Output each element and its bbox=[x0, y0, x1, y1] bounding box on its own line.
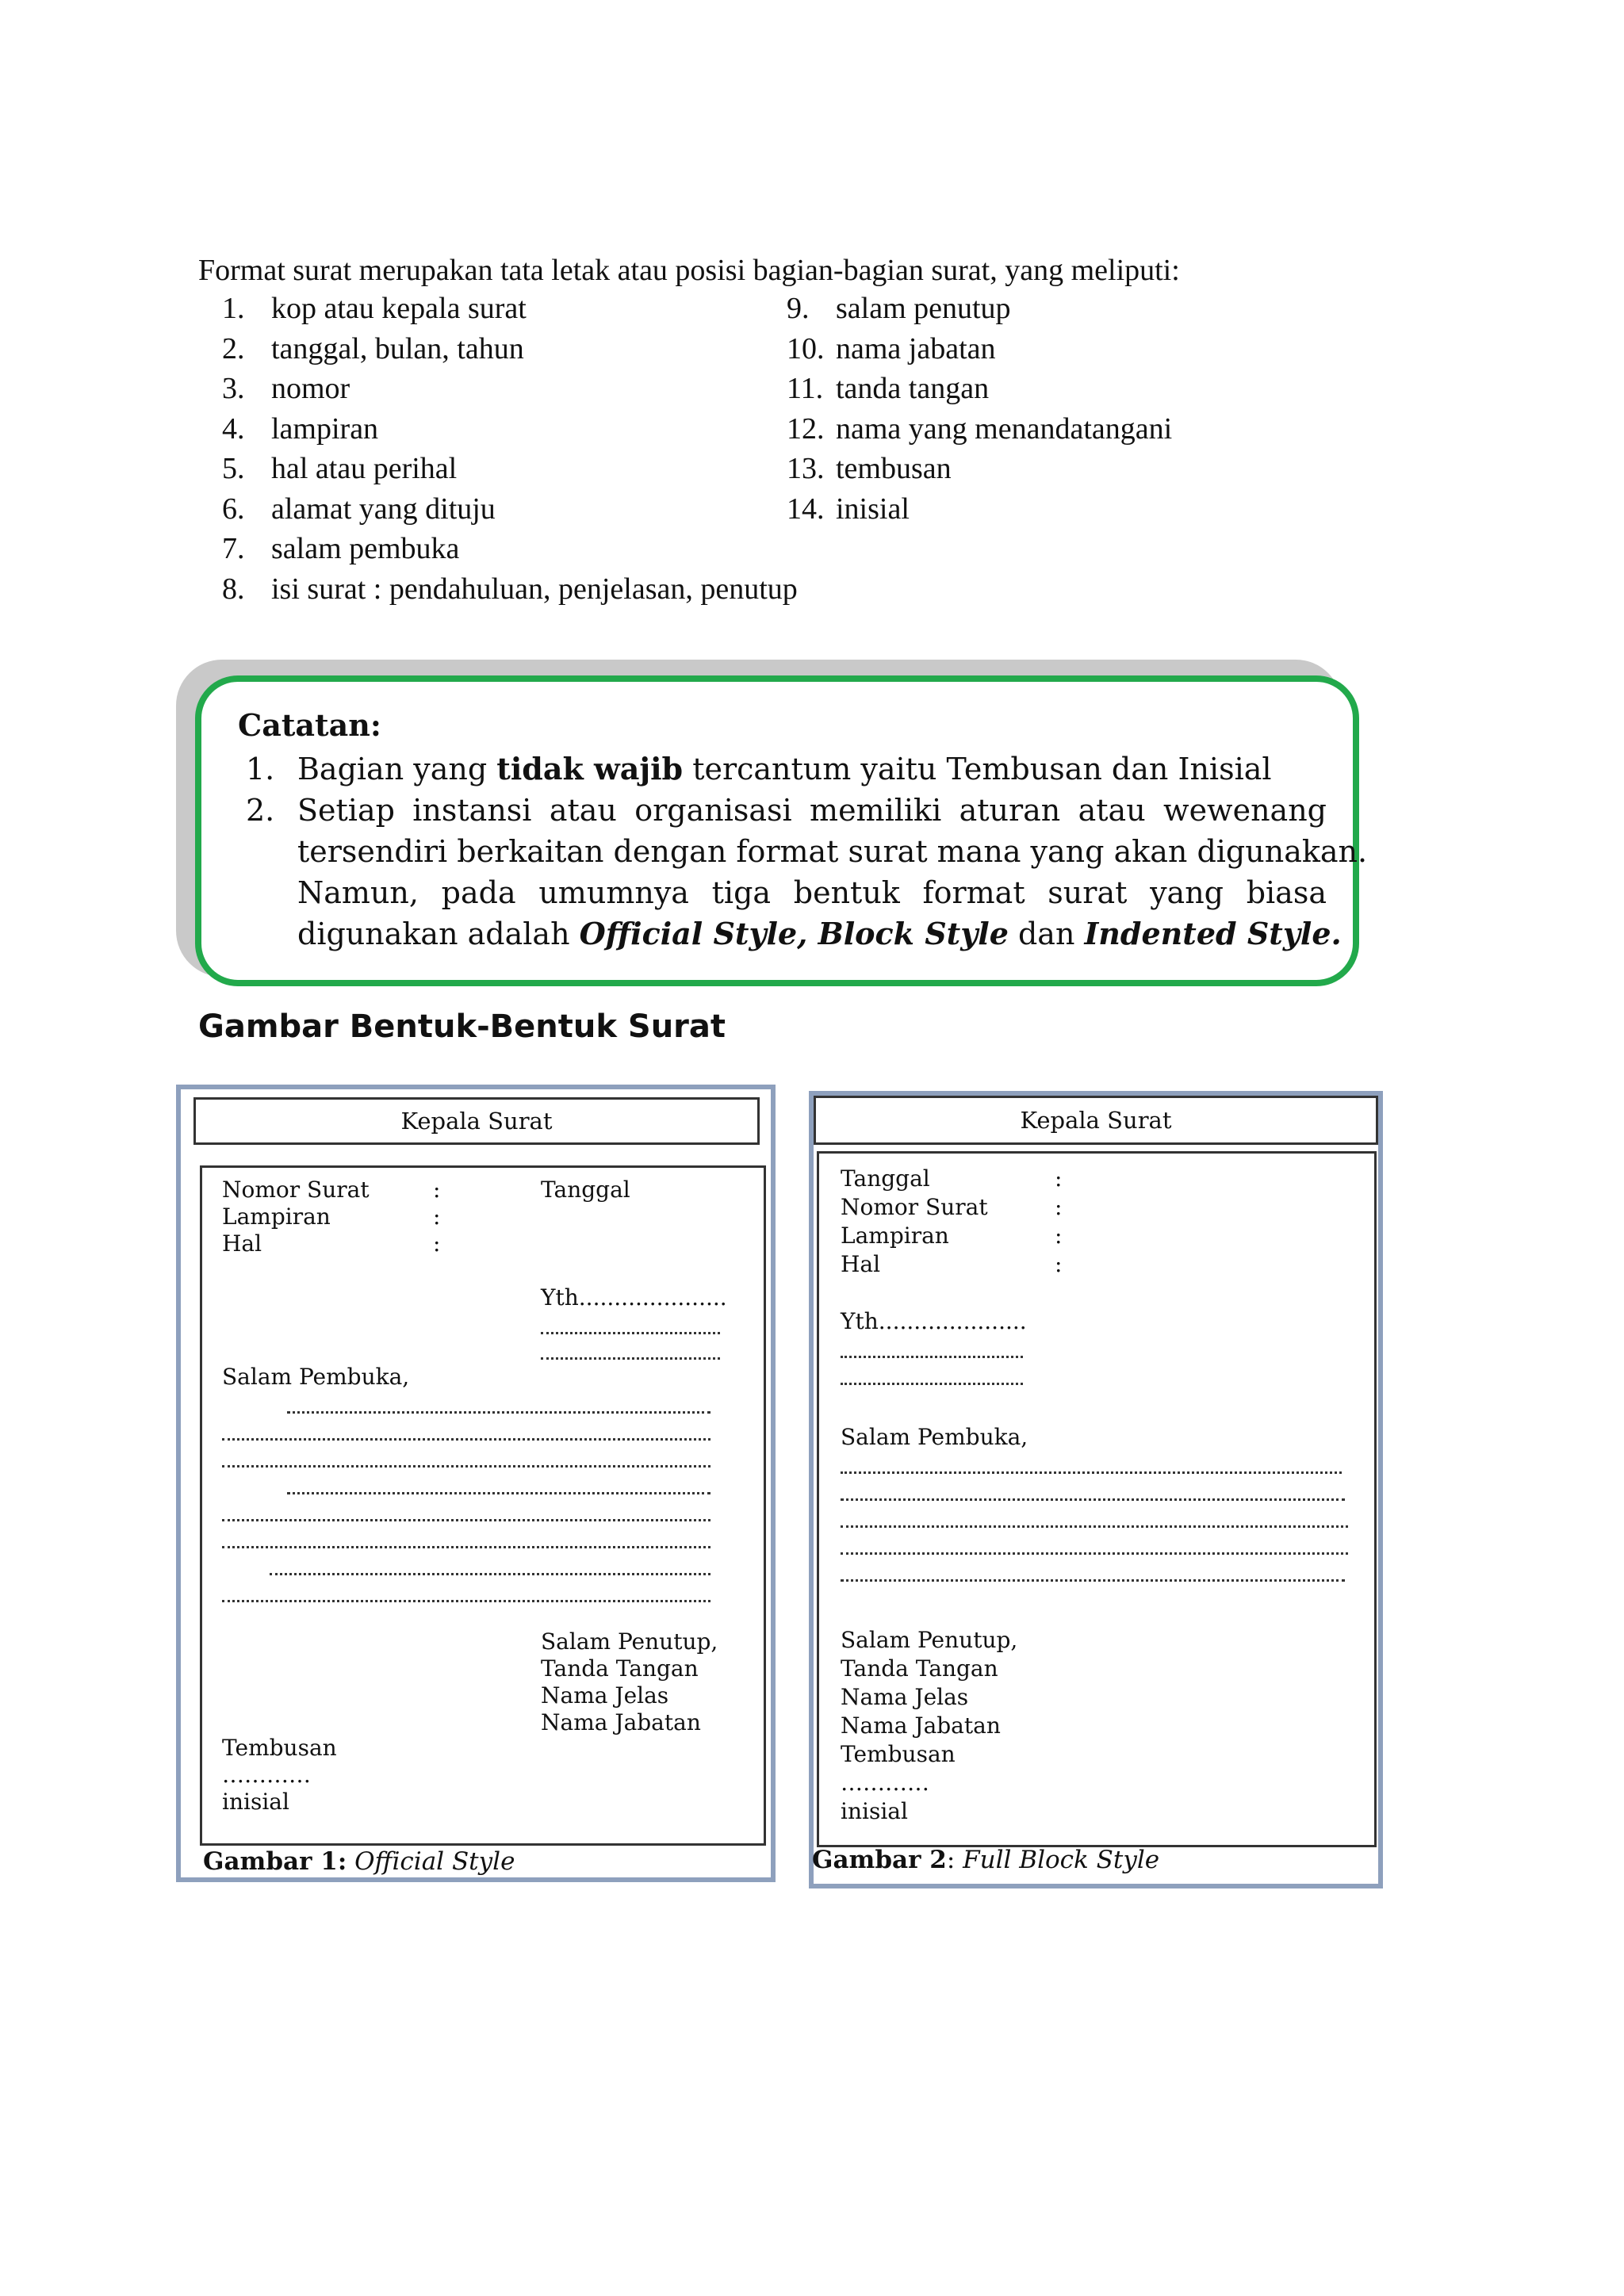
note-bold-text: tidak wajib bbox=[496, 751, 684, 786]
fig1-body-dots bbox=[287, 1411, 710, 1414]
list-text: nomor bbox=[271, 372, 350, 405]
fig1-colon: : bbox=[433, 1230, 441, 1257]
caption-style: Official Style bbox=[354, 1847, 515, 1876]
list-text: hal atau perihal bbox=[271, 452, 458, 485]
list-item bbox=[222, 529, 798, 569]
list-number: 1. bbox=[222, 292, 245, 325]
note-item-1 bbox=[297, 748, 1272, 790]
note-item-2-line: Namun, pada umumnya tiga bentuk format surat yang biasa bbox=[297, 875, 1327, 910]
fig2-tembusan-dots: ………… bbox=[841, 1770, 929, 1796]
fig2-hal-label: Hal bbox=[841, 1251, 881, 1277]
list-text: alamat yang dituju bbox=[271, 492, 496, 526]
fig1-inisial: inisial bbox=[222, 1789, 289, 1815]
fig2-tanggal-label: Tanggal bbox=[841, 1165, 930, 1192]
list-item bbox=[787, 449, 1172, 489]
list-number: 14. bbox=[787, 492, 825, 526]
note-number: 1. bbox=[246, 752, 275, 786]
fig1-nomor-label: Nomor Surat bbox=[222, 1177, 370, 1203]
fig2-lampiran-label: Lampiran bbox=[841, 1223, 949, 1249]
fig2-address-dots bbox=[841, 1356, 1023, 1358]
note-text: tercantum yaitu Tembusan dan Inisial bbox=[683, 752, 1272, 786]
list-number: 8. bbox=[222, 572, 245, 606]
fig2-body-dots bbox=[841, 1552, 1348, 1555]
list-number: 9. bbox=[787, 292, 810, 325]
fig2-inisial: inisial bbox=[841, 1798, 908, 1824]
fig2-nomor-label: Nomor Surat bbox=[841, 1194, 988, 1220]
fig2-salam-pembuka: Salam Pembuka, bbox=[841, 1424, 1028, 1450]
note-title: Catatan: bbox=[238, 707, 381, 743]
list-text: lampiran bbox=[271, 411, 379, 446]
fig1-body-dots bbox=[270, 1573, 710, 1575]
list-item bbox=[222, 409, 798, 450]
list-text: nama yang menandatangani bbox=[836, 411, 1173, 446]
list-number: 2. bbox=[222, 331, 245, 365]
list-number: 3. bbox=[222, 372, 245, 405]
note-bold-italic: Official Style, Block Style bbox=[579, 916, 1009, 951]
fig2-yth: Yth..................... bbox=[841, 1308, 1027, 1334]
figure-1-caption bbox=[203, 1847, 515, 1876]
fig2-nama-jelas: Nama Jelas bbox=[841, 1684, 969, 1710]
list-text: salam pembuka bbox=[271, 532, 460, 565]
fig1-hal-label: Hal bbox=[222, 1230, 262, 1257]
fig2-tembusan: Tembusan bbox=[841, 1741, 956, 1767]
caption-style: Full Block Style bbox=[963, 1846, 1160, 1874]
note-text: dan bbox=[1008, 916, 1085, 951]
fig2-body-dots bbox=[841, 1498, 1345, 1501]
list-item bbox=[222, 369, 798, 409]
list-number: 4. bbox=[222, 411, 245, 446]
list-text: tembusan bbox=[836, 452, 952, 485]
list-item bbox=[787, 489, 1172, 530]
list-item bbox=[787, 369, 1172, 409]
fig2-body-dots bbox=[841, 1525, 1348, 1528]
fig1-body-dots bbox=[222, 1519, 710, 1521]
fig2-address-dots bbox=[841, 1383, 1023, 1385]
fig2-tanda-tangan: Tanda Tangan bbox=[841, 1655, 998, 1682]
list-text: kop atau kepala surat bbox=[271, 292, 527, 325]
note-text: digunakan adalah bbox=[297, 916, 580, 951]
section-title: Gambar Bentuk-Bentuk Surat bbox=[198, 1008, 726, 1045]
list-text: isi surat : pendahuluan, penjelasan, penutup bbox=[271, 572, 798, 606]
caption-label: Gambar 2 bbox=[812, 1846, 947, 1874]
fig1-nama-jelas: Nama Jelas bbox=[541, 1682, 669, 1709]
fig1-tanggal: Tanggal bbox=[541, 1177, 630, 1203]
list-text: tanda tangan bbox=[836, 372, 990, 405]
figure-2-caption bbox=[812, 1846, 1159, 1874]
list-number: 12. bbox=[787, 411, 825, 446]
fig1-tanda-tangan: Tanda Tangan bbox=[541, 1655, 699, 1682]
fig1-nama-jabatan: Nama Jabatan bbox=[541, 1709, 701, 1735]
list-text: nama jabatan bbox=[836, 331, 996, 365]
fig2-colon: : bbox=[1055, 1194, 1063, 1220]
list-text: inisial bbox=[836, 492, 910, 526]
note-item-2-line: Setiap instansi atau organisasi memiliki aturan atau wewenang bbox=[297, 793, 1327, 828]
list-item bbox=[787, 409, 1172, 450]
list-text: salam penutup bbox=[836, 292, 1011, 325]
fig1-body-dots bbox=[222, 1465, 710, 1468]
list-item bbox=[222, 289, 798, 329]
list-number: 6. bbox=[222, 492, 245, 526]
fig2-colon: : bbox=[1055, 1165, 1063, 1192]
caption-sep: : bbox=[946, 1846, 956, 1874]
list-number: 7. bbox=[222, 532, 245, 565]
figure-2-header: Kepala Surat bbox=[814, 1096, 1378, 1145]
fig1-yth: Yth..................... bbox=[541, 1284, 727, 1311]
fig1-address-dots bbox=[541, 1357, 720, 1360]
list-item bbox=[222, 449, 798, 489]
list-item bbox=[222, 569, 798, 610]
fig2-nama-jabatan: Nama Jabatan bbox=[841, 1712, 1001, 1739]
fig1-body-dots bbox=[222, 1600, 710, 1602]
fig2-colon: : bbox=[1055, 1251, 1063, 1277]
list-item bbox=[787, 329, 1172, 369]
intro-paragraph: Format surat merupakan tata letak atau posisi bagian-bagian surat, yang meliputi: bbox=[198, 254, 1180, 287]
format-list-right bbox=[787, 289, 1172, 529]
fig1-body-dots bbox=[287, 1492, 710, 1494]
fig2-salam-penutup: Salam Penutup, bbox=[841, 1627, 1018, 1653]
note-bold-italic: Indented Style. bbox=[1084, 916, 1342, 951]
figure-1-header: Kepala Surat bbox=[193, 1097, 760, 1145]
fig1-colon: : bbox=[433, 1177, 441, 1203]
format-list-left bbox=[222, 289, 798, 609]
note-item-2-line: tersendiri berkaitan dengan format surat mana yang akan digunakan. bbox=[297, 834, 1368, 869]
fig1-salam-penutup: Salam Penutup, bbox=[541, 1628, 718, 1655]
fig1-body-dots bbox=[222, 1546, 710, 1548]
fig1-tembusan: Tembusan bbox=[222, 1735, 337, 1761]
note-text: Bagian yang bbox=[297, 752, 497, 786]
caption-label: Gambar 1: bbox=[203, 1847, 347, 1876]
list-item bbox=[222, 329, 798, 369]
fig1-colon: : bbox=[433, 1203, 441, 1230]
list-number: 13. bbox=[787, 452, 825, 485]
fig2-body-dots bbox=[841, 1471, 1342, 1474]
list-item bbox=[787, 289, 1172, 329]
fig2-body-dots bbox=[841, 1579, 1345, 1582]
list-number: 10. bbox=[787, 331, 825, 365]
fig1-body-dots bbox=[222, 1438, 710, 1441]
fig1-tembusan-dots: ………… bbox=[222, 1762, 311, 1788]
fig1-address-dots bbox=[541, 1332, 720, 1334]
note-item-2-line bbox=[297, 913, 1342, 955]
fig1-lampiran-label: Lampiran bbox=[222, 1203, 331, 1230]
note-number: 2. bbox=[246, 793, 275, 828]
list-number: 11. bbox=[787, 372, 824, 405]
list-number: 5. bbox=[222, 452, 245, 485]
fig2-colon: : bbox=[1055, 1223, 1063, 1249]
fig1-salam-pembuka: Salam Pembuka, bbox=[222, 1364, 410, 1390]
list-text: tanggal, bulan, tahun bbox=[271, 331, 524, 365]
list-item bbox=[222, 489, 798, 530]
